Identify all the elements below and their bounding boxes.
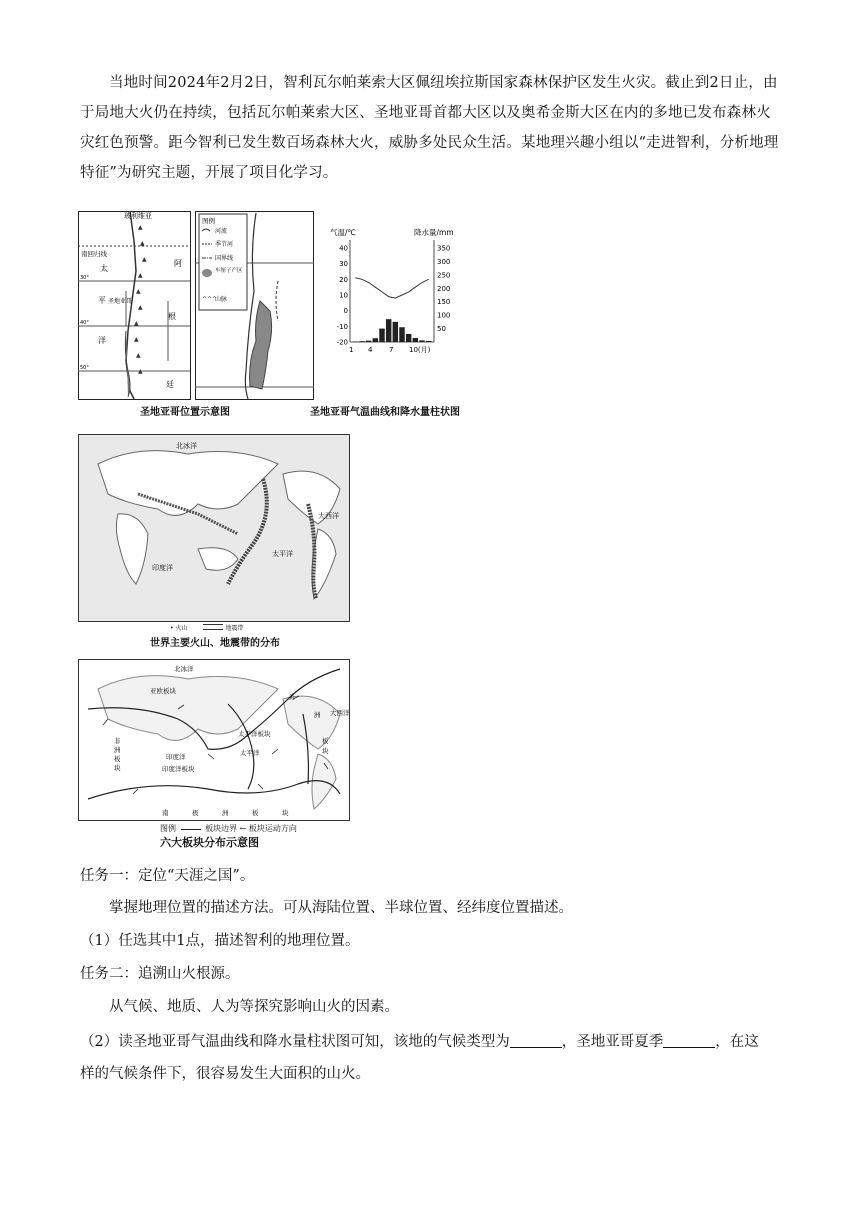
boundary-line-icon [181,829,201,830]
fig3-african-3: 板 [114,755,121,763]
fig3-antarctic-3: 洲 [222,809,229,817]
legend-mountain: 山脉 [215,296,228,303]
temperature-curve [355,278,428,298]
legend-cherry: 车厘子产区 [215,268,243,274]
fig1-caption-left: 圣地亚哥位置示意图 [140,407,230,418]
quake-belt-icon [203,624,223,630]
precip-tick-1: 300 [437,257,451,266]
gen-label: 根 [168,312,176,321]
question-2-line1 [80,1030,759,1051]
fig3-indian-ocean: 印度洋 [166,753,186,761]
legend-quake: 地震带 [225,625,244,632]
santiago-location-map [78,211,314,401]
temp-tick-5: -10 [336,322,348,331]
temp-tick-4: 0 [343,307,348,316]
fig3-legend-boundary: 板块边界 [205,824,238,833]
precip-tick-0: 350 [437,244,451,253]
fig3-eurasian: 亚欧板块 [150,687,176,695]
precip-bar-1 [353,341,358,342]
question-2-line2: 样的气候条件下，很容易发生大面积的山火。 [80,1066,370,1082]
fig3-arctic: 北冰洋 [174,665,194,673]
temp-tick-6: -20 [336,338,348,347]
svg-text:▲: ▲ [140,240,145,247]
fig3-america-zhou: 洲 [314,711,321,719]
svg-text:▲: ▲ [138,272,143,279]
task2-desc: 从气候、地质、人为等探究影响山火的因素。 [109,999,399,1015]
svg-text:▲: ▲ [134,336,139,343]
question-1: （1）任选其中1点，描述智利的地理位置。 [80,933,360,949]
legend-title: 图例 [202,217,215,225]
temp-tick-2: 20 [339,275,348,284]
precip-bar-7 [393,322,398,342]
fig3-america-mei: 美 [288,693,295,701]
climate-chart [326,226,464,356]
legend-volcano: 火山 [175,625,188,632]
svg-text:^^^: ^^^ [202,296,218,303]
q2-part1: （2）读圣地亚哥气温曲线和降水量柱状图可知，该地的气候类型为 [80,1034,510,1050]
fig3-african-1: 非 [114,737,121,745]
temp-tick-1: 30 [339,260,348,269]
legend-seasonal: 季节河 [215,241,234,248]
tropic-label: 南回归线 [81,250,107,258]
precip-bar-8 [399,327,404,342]
fig3-antarctic-5: 块 [282,809,289,817]
temp-axis-label: 气温/℃ [330,228,356,237]
fig3-antarctic-4: 板 [252,809,259,817]
precip-bar-2 [359,341,364,342]
task1-title: 任务一：定位“天涯之国”。 [80,868,255,884]
svg-text:▲: ▲ [138,304,143,311]
x-tick-4: 4 [368,346,373,354]
fig2-arctic: 北冰洋 [176,442,197,450]
legend-river: 河流 [215,228,228,235]
fig2-indian: 印度洋 [152,564,173,572]
summer-feature-blank[interactable] [663,1033,715,1048]
precip-tick-3: 200 [437,284,451,293]
fig3-antarctic-1: 南 [162,809,169,817]
motion-arrow-icon: ← [239,824,247,833]
precip-bar-5 [379,329,384,342]
precip-bar-11 [419,340,424,342]
fig3-america-ban: 板 [322,737,329,745]
ping-label: 平 [98,296,106,305]
volcano-earthquake-map [78,434,350,622]
fig3-indian-plate: 印度洋板块 [162,765,195,773]
svg-text:▲: ▲ [136,288,141,295]
lat30-label: 30° [80,275,89,281]
precip-bar-3 [366,341,371,342]
x-tick-7: 7 [389,346,394,354]
x-tick-10: 10(月) [409,346,431,354]
fig2-legend [170,623,243,632]
svg-text:▲: ▲ [134,320,139,327]
fig2-atlantic: 大西洋 [318,512,339,520]
fig3-pacific-plate: 太平洋板块 [238,730,271,738]
q2-part3: ，在这 [715,1034,759,1050]
precip-bar-10 [413,338,418,342]
precip-tick-5: 100 [437,311,451,320]
fig3-atlantic: 大西洋 [330,709,350,717]
lat50-label: 50° [80,365,89,371]
temp-tick-3: 10 [339,291,348,300]
tai-label: 太 [100,264,108,273]
svg-text:▲: ▲ [138,224,143,231]
precip-bar-4 [373,338,378,342]
svg-text:▲: ▲ [142,256,147,263]
ting-label: 廷 [166,380,174,389]
lat40-label: 40° [80,320,89,326]
santiago-label: 圣地亚哥 [108,298,133,305]
fig3-legend [160,823,297,834]
a-label: 阿 [174,259,182,268]
yang-label: 洋 [98,336,106,345]
fig3-legend-label: 图例 [160,824,176,833]
precip-bar-9 [406,334,411,342]
fig3-caption: 六大板块分布示意图 [160,836,259,849]
precip-tick-4: 150 [437,298,451,307]
svg-text:▲: ▲ [136,352,141,359]
fig2-caption: 世界主要火山、地震带的分布 [150,638,280,649]
fig1-caption-right: 圣地亚哥气温曲线和降水量柱状图 [310,407,460,418]
q2-part2: ，圣地亚哥夏季 [561,1034,664,1050]
precip-bar-12 [426,341,431,342]
fig3-african-4: 块 [114,764,121,772]
temp-tick-0: 40 [339,244,348,253]
precip-tick-6: 50 [437,325,446,334]
fig3-legend-motion: 板块运动方向 [248,824,297,833]
bolivia-label: 玻利维亚 [124,212,152,220]
fig3-america-kuai: 块 [322,747,329,755]
task1-desc: 掌握地理位置的描述方法。可从海陆位置、半球位置、经纬度位置描述。 [109,900,573,916]
legend-border: 国界线 [215,255,234,262]
plate-distribution-map [78,659,350,821]
precip-axis-label: 降水量/mm [414,228,454,237]
precip-tick-2: 250 [437,271,451,280]
intro-paragraph: 当地时间2024年2月2日，智利瓦尔帕莱索大区佩纽埃拉斯国家森林保护区发生火灾。截止到2日止，由于局地大火仍在持续，包括瓦尔帕莱索大区、圣地亚哥首都大区以及奥希金斯大区在内的多地已发布森林火灾红色预警。距今智利已发生数百场森林大火，威胁多处民众生活。某地理兴趣小组以“走进智利，分析地理特征”为研究主题，开展了项目化学习。 [80,75,779,181]
fig3-african-2: 洲 [114,746,121,754]
volcano-dot-icon: • [170,625,174,632]
svg-text:▲: ▲ [138,368,143,375]
x-tick-1: 1 [349,346,354,354]
precip-bar-6 [386,319,391,342]
fig3-antarctic-2: 极 [192,809,199,817]
fig2-pacific: 太平洋 [272,550,293,558]
fig3-pacific-ocean: 太平洋 [240,749,260,757]
task2-title: 任务二：追溯山火根源。 [80,966,240,982]
climate-type-blank[interactable] [510,1033,562,1048]
